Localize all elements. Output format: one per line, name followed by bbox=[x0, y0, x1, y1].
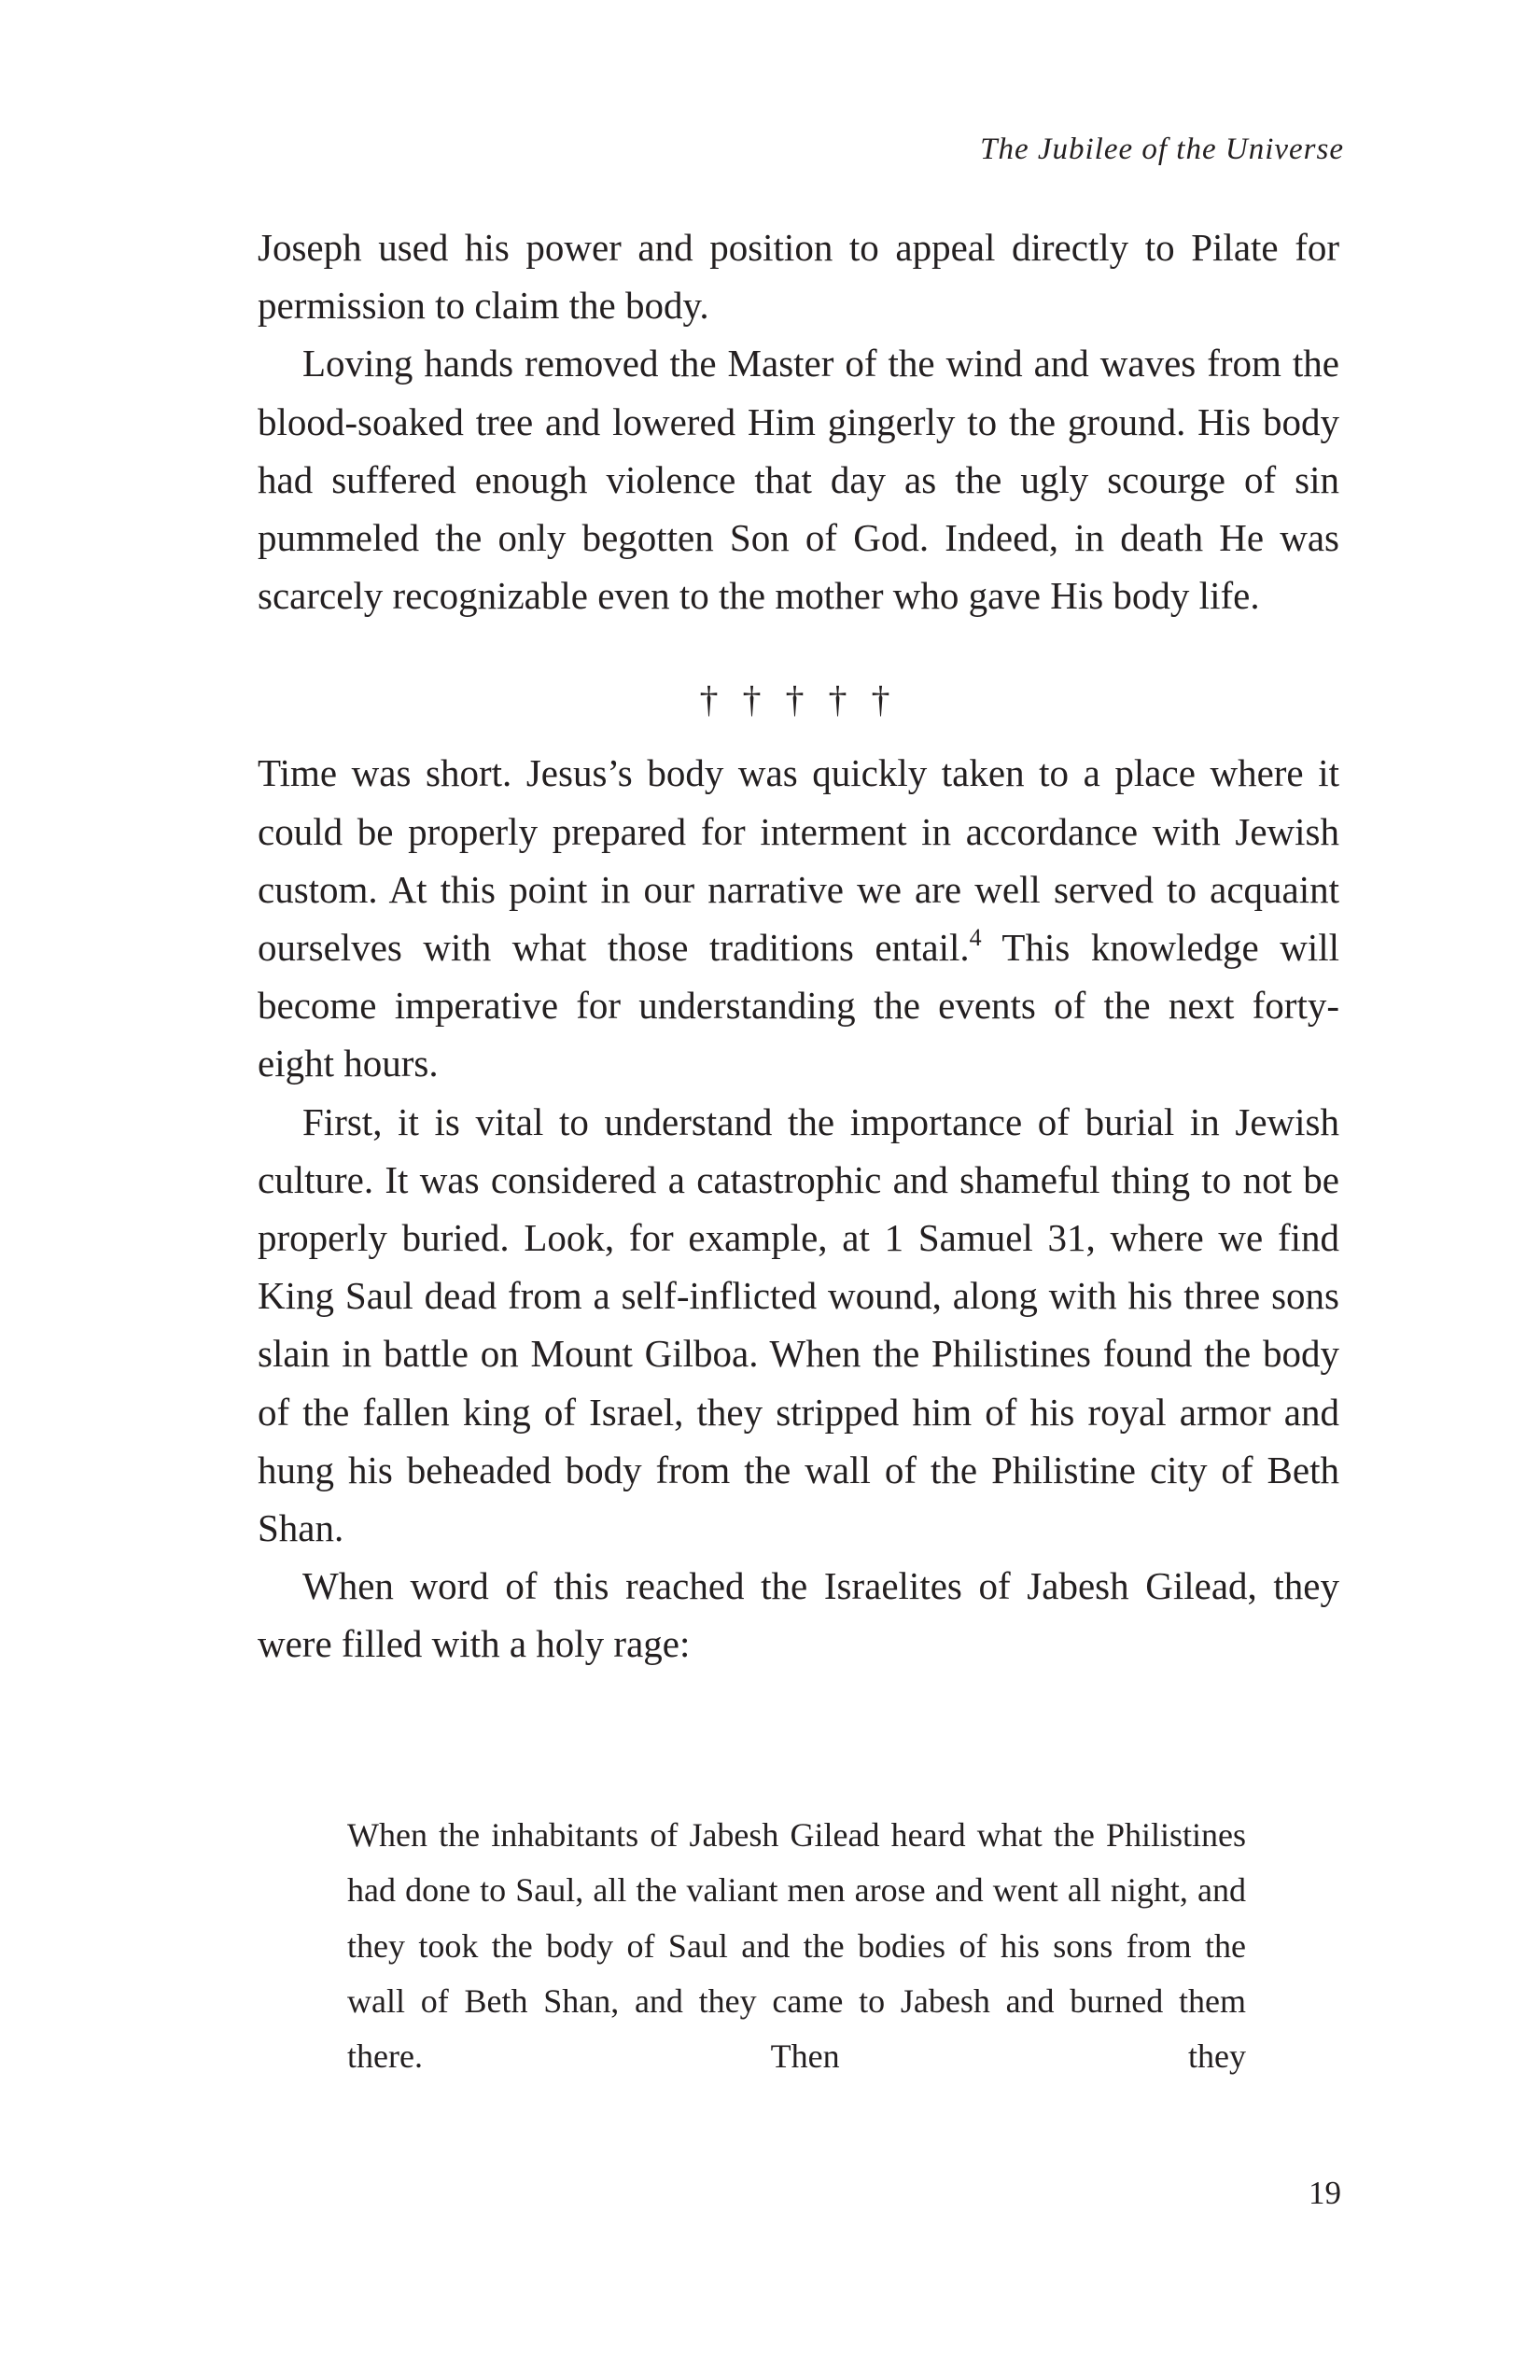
paragraph-time-text: Time was short. Jesus’s body was quickly taken to a place where it could be properly prepared for interment in accordance with Jewish custom. At this point in our narrative we are well served to acquaint ourselves with what those traditions entail. bbox=[258, 751, 1339, 970]
running-head: The Jubilee of the Universe bbox=[980, 133, 1344, 166]
paragraph-time-was-short bbox=[258, 744, 1339, 1092]
paragraph-holy-rage: When word of this reached the Israelites of Jabesh Gilead, they were filled with a holy rage: bbox=[258, 1564, 1339, 1666]
footnote-marker: 4 bbox=[969, 924, 982, 952]
body-text bbox=[258, 218, 1339, 1673]
paragraph-time-continuation: This knowledge will become imperative for understanding the events of the next forty-eight hours. bbox=[258, 926, 1339, 1085]
page-number: 19 bbox=[1309, 2175, 1341, 2211]
paragraph-importance-of-burial: First, it is vital to understand the importance of burial in Jewish culture. It was considered a catastrophic and shameful thing to not be properly buried. Look, for example, at 1 Samuel 31, where we find King Saul dead from a self-inflicted wound, along with his three sons slain in battle on Mount Gilboa. When the Philistines found the body of the fallen king of Israel, they stripped him of his royal armor and hung his beheaded body from the wall of the Philistine city of Beth Shan. bbox=[258, 1099, 1339, 1550]
section-break-ornament: † † † † † bbox=[699, 679, 898, 721]
block-quote: When the inhabitants of Jabesh Gilead heard what the Philistines had done to Saul, all the valiant men arose and went all night, and they took the body of Saul and the bodies of his sons from the wall of Beth Shan, and they came to Jabesh and burned them there. Then they bbox=[347, 1816, 1246, 2076]
paragraph-joseph: Joseph used his power and position to appeal directly to Pilate for permission to claim the body. bbox=[258, 226, 1339, 328]
paragraph-loving-hands: Loving hands removed the Master of the wind and waves from the blood-soaked tree and lowered Him gingerly to the ground. His body had suffered enough violence that day as the ugly scourge of sin pummeled the only begotten Son of God. Indeed, in death He was scarcely recognizable even to the mother who gave His body life. bbox=[258, 342, 1339, 618]
